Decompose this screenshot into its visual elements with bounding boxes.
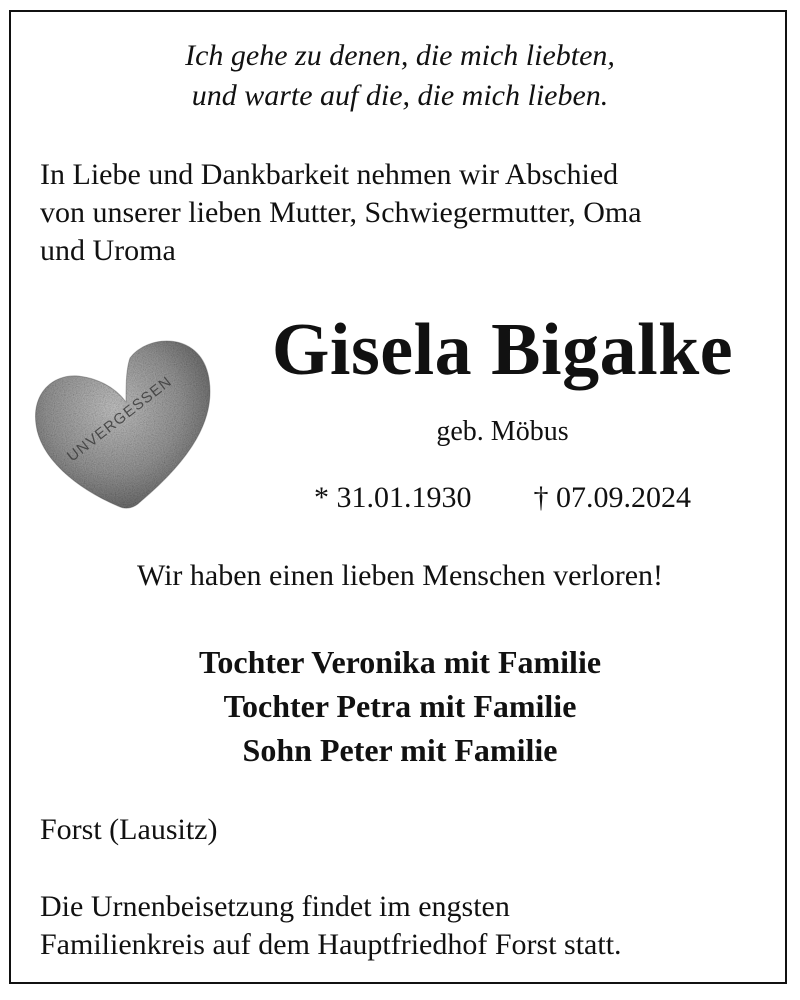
mourner-entry: Tochter Veronika mit Familie xyxy=(198,644,602,680)
poem-line: Ich gehe zu denen, die mich liebten, xyxy=(185,39,615,72)
intro-text xyxy=(40,156,770,270)
birth-name: geb. Möbus xyxy=(436,416,569,447)
poem-line: und warte auf die, die mich lieben. xyxy=(191,79,609,112)
poem xyxy=(0,36,800,116)
burial-note-line: Familienkreis auf dem Hauptfriedhof Forst statt. xyxy=(40,928,622,961)
burial-note-line: Die Urnenbeisetzung findet im engsten xyxy=(40,890,510,923)
burial-note xyxy=(40,888,780,964)
mourner-entry: Tochter Petra mit Familie xyxy=(223,688,577,724)
mourners-list xyxy=(0,640,800,772)
intro-line: und Uroma xyxy=(40,234,176,267)
heart-engraving: UNVERGESSEN xyxy=(63,372,176,466)
birth-date: * 31.01.1930 xyxy=(314,481,472,514)
stone-heart-image xyxy=(30,330,220,515)
statement-text: Wir haben einen lieben Menschen verloren! xyxy=(136,559,664,592)
death-date: † 07.09.2024 xyxy=(533,481,691,514)
deceased-name: Gisela Bigalke xyxy=(271,309,734,391)
mourner-entry: Sohn Peter mit Familie xyxy=(242,732,558,768)
life-dates xyxy=(230,478,775,518)
intro-line: In Liebe und Dankbarkeit nehmen wir Abschied xyxy=(40,158,619,191)
intro-line: von unserer lieben Mutter, Schwiegermutter, Oma xyxy=(40,196,642,229)
place-text: Forst (Lausitz) xyxy=(40,813,218,846)
